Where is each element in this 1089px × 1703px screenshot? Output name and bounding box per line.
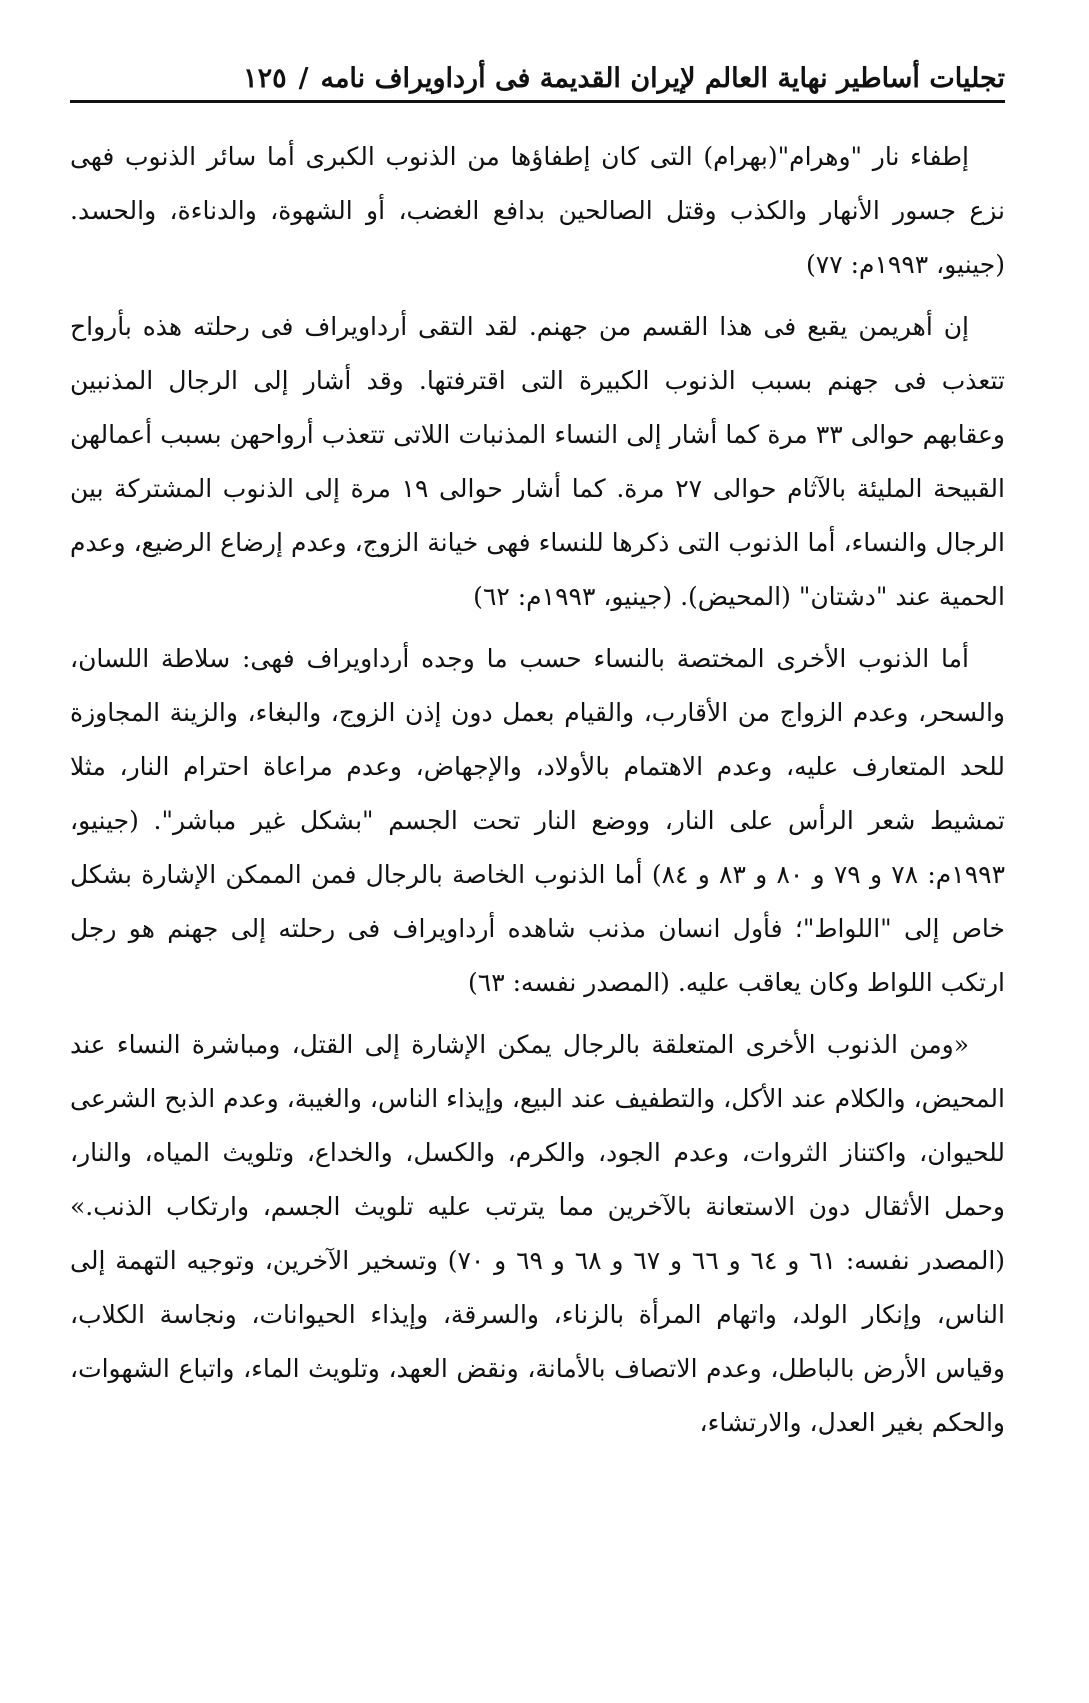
book-page: [70, 0, 1005, 1703]
header-separator: /: [298, 63, 309, 94]
paragraph: إن أهريمن يقبع فى هذا القسم من جهنم. لقد التقى أرداويراف فى رحلته هذه بأرواح تتعذب فى جهنم بسبب الذنوب الكبيرة التى اقترفتها. وقد أشار إلى الرجال المذنبين وعقابهم حوالى ٣٣ مرة كما أشار إلى النساء المذنبات اللاتى تتعذب أرواحهن بسبب أعمالهن القبيحة المليئة بالآثام حوالى ٢٧ مرة. كما أشار حوالى ١٩ مرة إلى الذنوب المشتركة بين الرجال والنساء، أما الذنوب التى ذكرها للنساء فهى خيانة الزوج، وعدم إرضاع الرضيع، وعدم الحمية عند "دشتان" (المحيض). (جينيو، ١٩٩٣م: ٦٢): [70, 312, 1005, 611]
header-rule: [70, 100, 1005, 103]
paragraph: «ومن الذنوب الأخرى المتعلقة بالرجال يمكن الإشارة إلى القتل، ومباشرة النساء عند المحيض، والكلام عند الأكل، والتطفيف عند البيع، وإيذاء الناس، والغيبة، وعدم الذبح الشرعى للحيوان، واكتناز الثروات، وعدم الجود، والكرم، والكسل، والخداع، وتلويث المياه، والنار، وحمل الأثقال دون الاستعانة بالآخرين مما يترتب عليه تلويث الجسم، وارتكاب الذنب.» (المصدر نفسه: ٦١ و ٦٤ و ٦٦ و ٦٧ و ٦٨ و ٦٩ و ٧٠) وتسخير الآخرين، وتوجيه التهمة إلى الناس، وإنكار الولد، واتهام المرأة بالزناء، والسرقة، وإيذاء الحيوانات، ونجاسة الكلاب، وقياس الأرض بالباطل، وعدم الاتصاف بالأمانة، ونقض العهد، وتلويث الماء، واتباع الشهوات، والحكم بغير العدل، والارتشاء،: [70, 1030, 1006, 1437]
body-text: [70, 130, 1005, 1458]
page-number: ١٢٥: [243, 63, 287, 94]
paragraph: أما الذنوب الأخرى المختصة بالنساء حسب ما وجده أرداويراف فهى: سلاطة اللسان، والسحر، وعدم الزواج من الأقارب، والقيام بعمل دون إذن الزوج، والبغاء، والزينة المجاوزة للحد المتعارف عليه، وعدم الاهتمام بالأولاد، والإجهاض، وعدم مراعاة احترام النار، مثلا تمشيط شعر الرأس على النار، ووضع النار تحت الجسم "بشكل غير مباشر". (جينيو، ١٩٩٣م: ٧٨ و ٧٩ و ٨٠ و ٨٣ و ٨٤) أما الذنوب الخاصة بالرجال فمن الممكن الإشارة بشكل خاص إلى "اللواط"؛ فأول انسان مذنب شاهده أرداويراف فى رحلته إلى جهنم هو رجل ارتكب اللواط وكان يعاقب عليه. (المصدر نفسه: ٦٣): [70, 644, 1006, 997]
paragraph: إطفاء نار "وهرام"(بهرام) التى كان إطفاؤها من الذنوب الكبرى أما سائر الذنوب فهى نزع جسور الأنهار والكذب وقتل الصالحين بدافع الغضب، أو الشهوة، والدناءة، والحسد. (جينيو، ١٩٩٣م: ٧٧): [70, 142, 1005, 279]
running-header: [70, 46, 1005, 94]
running-title: تجليات أساطير نهاية العالم لإيران القديمة فى أرداويراف نامه: [320, 63, 1005, 94]
